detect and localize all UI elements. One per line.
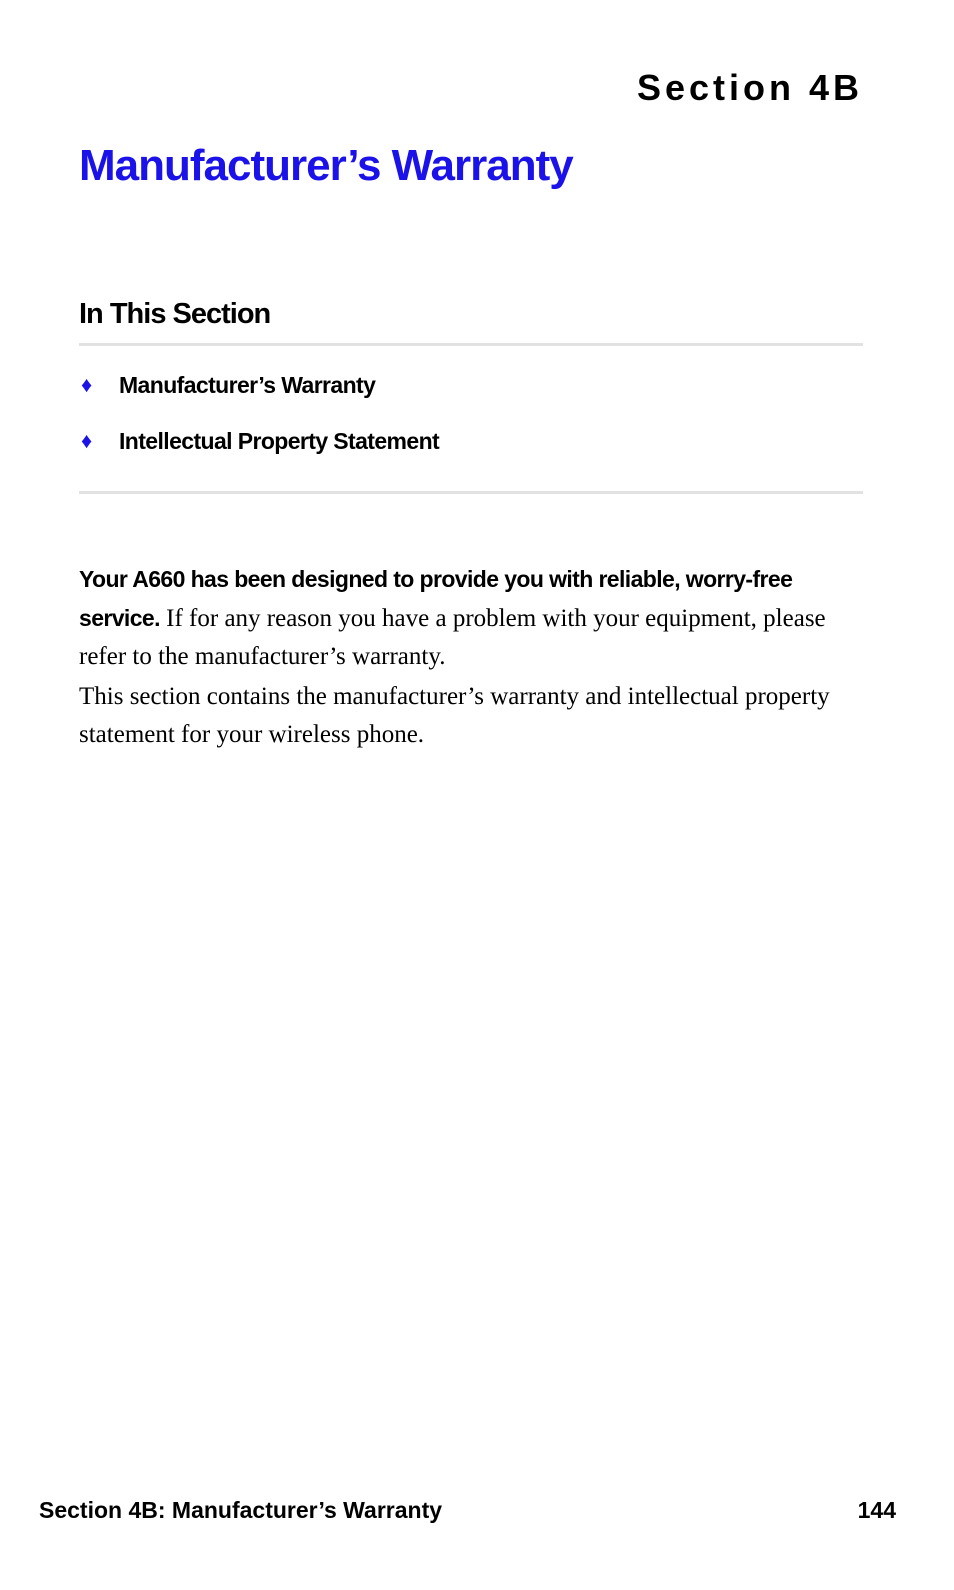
list-item-label: Manufacturer’s Warranty [119, 372, 376, 398]
section-label: Section 4B [636, 67, 863, 108]
section-contents-list [79, 364, 439, 476]
divider-bottom [79, 491, 863, 494]
in-this-section-heading: In This Section [79, 298, 271, 330]
intro-lead-text: Your A660 has been designed to provide you with reliable, worry-free service. [79, 566, 793, 631]
page-number: 144 [857, 1497, 896, 1523]
page-title: Manufacturer’s Warranty [79, 141, 573, 190]
intro-paragraph [79, 560, 849, 676]
contents-paragraph: This section contains the manufacturer’s warranty and intellectual property statement for your wireless phone. [79, 683, 830, 748]
diamond-bullet-icon: ♦ [81, 428, 93, 453]
intro-body-text: If for any reason you have a problem with your equipment, please refer to the manufacturer’s warranty. [79, 605, 826, 670]
list-item-label: Intellectual Property Statement [119, 428, 440, 454]
list-item-manufacturers-warranty[interactable] [79, 364, 439, 406]
divider-top [79, 343, 863, 346]
footer-section-title: Section 4B: Manufacturer’s Warranty [39, 1497, 443, 1523]
diamond-bullet-icon: ♦ [81, 372, 93, 397]
list-item-intellectual-property-statement[interactable] [79, 420, 439, 462]
